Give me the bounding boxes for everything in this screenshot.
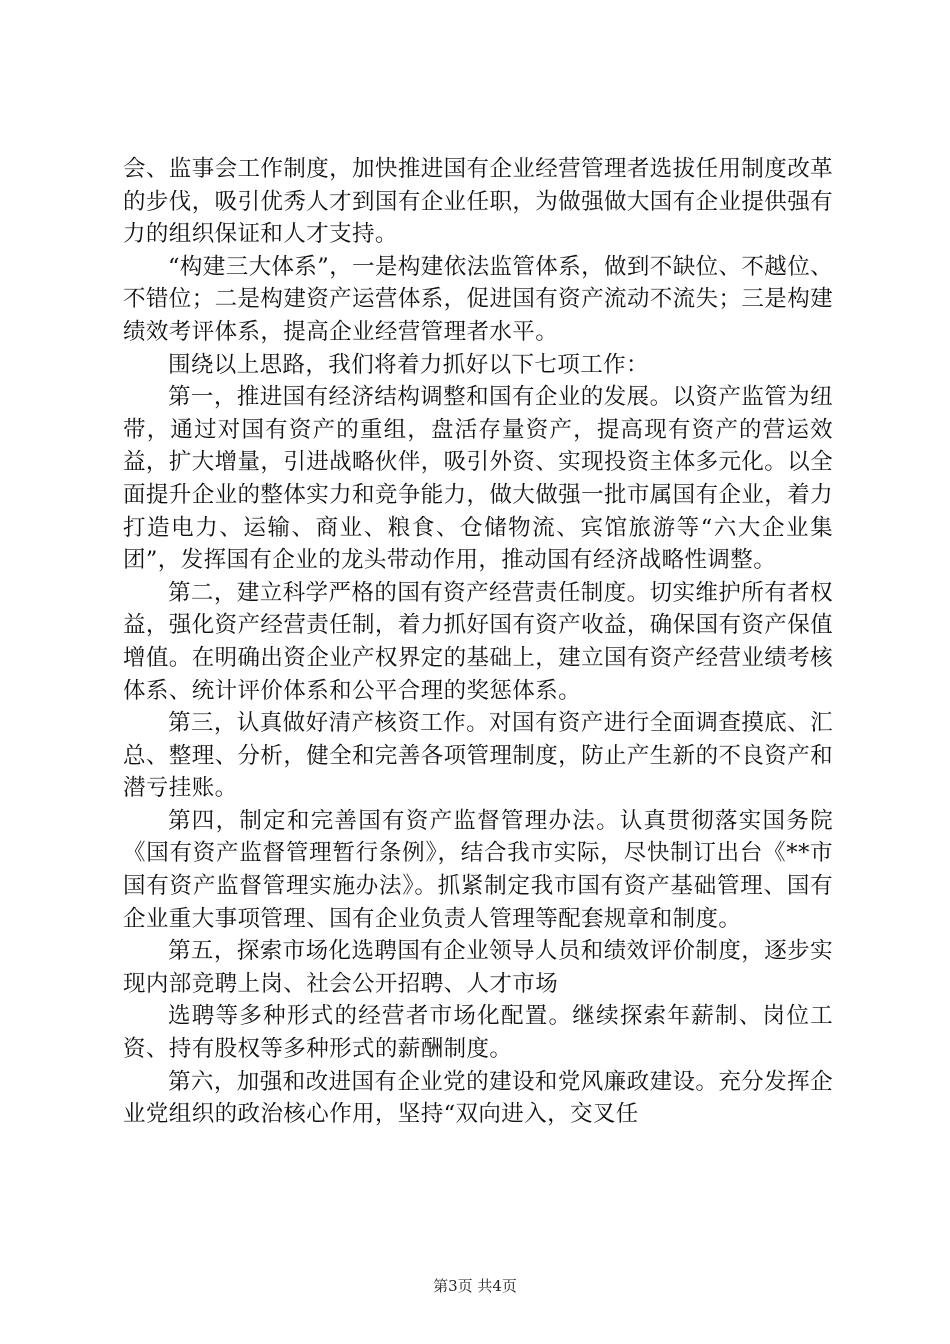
paragraph-task-5: 第五，探索市场化选聘国有企业领导人员和绩效评价制度，逐步实现内部竞聘上岗、社会公开招聘、人才市场	[123, 938, 833, 997]
paragraph-intro-seven-tasks: 围绕以上思路，我们将着力抓好以下七项工作：	[168, 351, 649, 378]
page-footer: 第3页 共4页	[433, 1277, 517, 1295]
paragraph-task-4: 第四，制定和完善国有资产监督管理办法。认真贯彻落实国务院《国有资产监督管理暂行条例》，结合我市实际，尽快制订出台《**市国有资产监督管理实施办法》。抓紧制定我市国有资产基础管理、国有企业重大事项管理、国有企业负责人管理等配套规章和制度。	[123, 807, 833, 932]
paragraph-task-3: 第三，认真做好清产核资工作。对国有资产进行全面调查摸底、汇总、整理、分析，健全和完善各项管理制度，防止产生新的不良资产和潜亏挂账。	[123, 710, 833, 802]
paragraph-continuation: 会、监事会工作制度，加快推进国有企业经营管理者选拔任用制度改革的步伐，吸引优秀人才到国有企业任职，为做强做大国有企业提供强有力的组织保证和人才支持。	[123, 156, 833, 248]
document-body	[123, 153, 833, 1131]
paragraph-task-1: 第一，推进国有经济结构调整和国有企业的发展。以资产监管为纽带，通过对国有资产的重组，盘活存量资产，提高现有资产的营运效益，扩大增量，引进战略伙伴，吸引外资、实现投资主体多元化。以全面提升企业的整体实力和竞争能力，做大做强一批市属国有企业，着力打造电力、运输、商业、粮食、仓储物流、宾馆旅游等“六大企业集团”，发挥国有企业的龙头带动作用，推动国有经济战略性调整。	[123, 384, 833, 574]
paragraph-task-5-continued: 选聘等多种形式的经营者市场化配置。继续探索年薪制、岗位工资、持有股权等多种形式的薪酬制度。	[123, 1003, 833, 1063]
paragraph-task-6: 第六，加强和改进国有企业党的建设和党风廉政建设。充分发挥企业党组织的政治核心作用，坚持“双向进入，交叉任	[123, 1068, 833, 1128]
paragraph-three-systems: “构建三大体系”，一是构建依法监管体系，做到不缺位、不越位、不错位；二是构建资产运营体系，促进国有资产流动不流失；三是构建绩效考评体系，提高企业经营管理者水平。	[123, 253, 834, 345]
paragraph-task-2: 第二，建立科学严格的国有资产经营责任制度。切实维护所有者权益，强化资产经营责任制，着力抓好国有资产收益，确保国有资产保值增值。在明确出资企业产权界定的基础上，建立国有资产经营业绩考核体系、统计评价体系和公平合理的奖惩体系。	[123, 579, 833, 704]
